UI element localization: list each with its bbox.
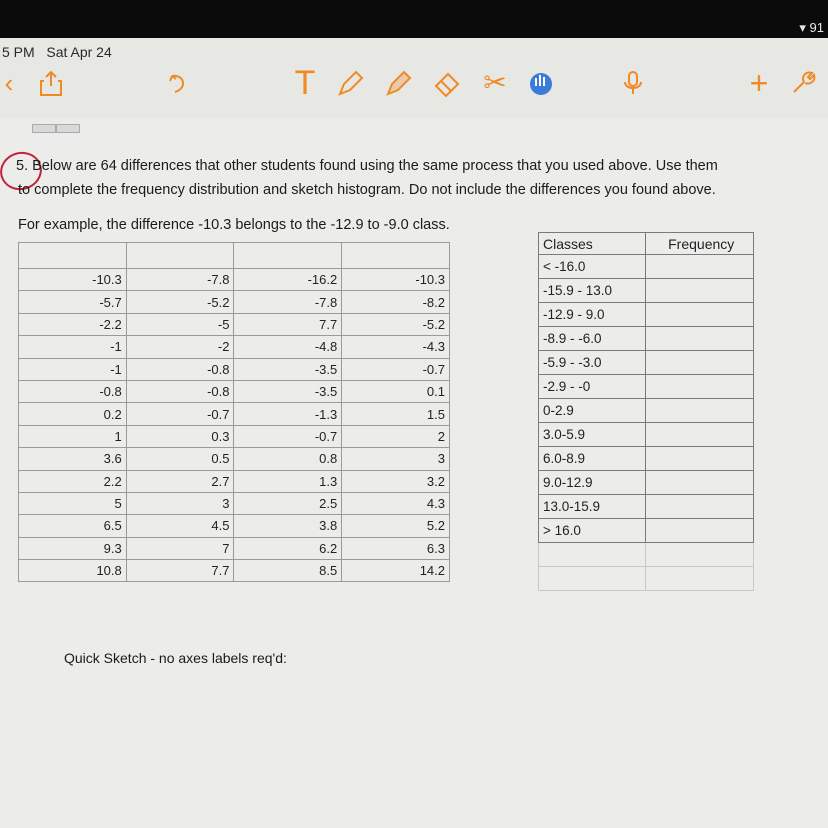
header-frequency: Frequency [646,233,754,255]
difference-cell: -7.8 [126,269,234,291]
header-cell [234,243,342,269]
table-row [19,448,450,470]
frequency-cell[interactable] [646,399,754,423]
difference-cell: 5 [19,492,127,514]
annotation-toolbar [0,58,828,104]
difference-cell: 7.7 [126,560,234,582]
table-row [19,313,450,335]
differences-header-row [19,243,450,269]
table-row [19,560,450,582]
empty-cell [646,567,754,591]
sketch-instruction: Quick Sketch - no axes labels req'd: [64,650,287,666]
empty-cell [539,567,646,591]
wrench-icon[interactable] [788,68,818,98]
difference-cell: 0.5 [126,448,234,470]
difference-cell: -0.7 [234,425,342,447]
difference-cell: -4.8 [234,336,342,358]
class-label: -15.9 - 13.0 [539,279,646,303]
class-label: 0-2.9 [539,399,646,423]
class-label: -8.9 - -6.0 [539,327,646,351]
difference-cell: -7.8 [234,291,342,313]
freq-header-row [539,233,754,255]
table-row [19,358,450,380]
freq-row [539,519,754,543]
difference-cell: -2.2 [19,313,127,335]
add-icon[interactable]: + [749,65,769,101]
share-icon[interactable] [36,68,66,98]
difference-cell: 0.1 [342,380,450,402]
difference-cell: -1 [19,358,127,380]
table-row [19,380,450,402]
frequency-distribution-table [538,232,754,591]
difference-cell: -8.2 [342,291,450,313]
difference-cell: 5.2 [342,515,450,537]
difference-cell: -5.2 [126,291,234,313]
difference-cell: -5 [126,313,234,335]
frequency-cell[interactable] [646,471,754,495]
difference-cell: 3 [126,492,234,514]
table-row [19,425,450,447]
difference-cell: 8.5 [234,560,342,582]
difference-cell: 7 [126,537,234,559]
difference-cell: 10.8 [19,560,127,582]
class-label: -12.9 - 9.0 [539,303,646,327]
difference-cell: 6.3 [342,537,450,559]
frequency-cell[interactable] [646,255,754,279]
difference-cell: 7.7 [234,313,342,335]
pen-icon[interactable] [336,68,366,98]
difference-cell: 3 [342,448,450,470]
difference-cell: -16.2 [234,269,342,291]
differences-table [18,242,450,582]
frequency-cell[interactable] [646,303,754,327]
back-icon[interactable]: ‹ [4,68,14,98]
difference-cell: -5.7 [19,291,127,313]
frequency-cell[interactable] [646,519,754,543]
frequency-cell[interactable] [646,279,754,303]
difference-cell: -0.8 [19,380,127,402]
difference-cell: -0.8 [126,380,234,402]
frequency-cell[interactable] [646,495,754,519]
difference-cell: 2.7 [126,470,234,492]
difference-cell: -10.3 [342,269,450,291]
header-tag-2 [56,124,80,133]
table-row [19,269,450,291]
difference-cell: -0.7 [126,403,234,425]
empty-cell [646,543,754,567]
difference-cell: 3.6 [19,448,127,470]
class-label: 9.0-12.9 [539,471,646,495]
freq-row-empty [539,567,754,591]
difference-cell: -2 [126,336,234,358]
freq-row-empty [539,543,754,567]
wifi-icon: ▾ [799,20,806,35]
table-row [19,492,450,514]
difference-cell: 14.2 [342,560,450,582]
question-line-2: to complete the frequency distribution and sketch histogram. Do not include the differences you found above. [18,182,716,198]
hand-icon[interactable] [526,68,556,98]
difference-cell: 6.2 [234,537,342,559]
difference-cell: -1 [19,336,127,358]
header-cell [126,243,234,269]
freq-row [539,495,754,519]
difference-cell: 3.2 [342,470,450,492]
freq-row [539,399,754,423]
eraser-icon[interactable] [432,68,462,98]
difference-cell: 1.5 [342,403,450,425]
difference-cell: 6.5 [19,515,127,537]
status-time: 5 PM Sat Apr 24 [2,44,112,60]
frequency-cell[interactable] [646,351,754,375]
table-row [19,537,450,559]
difference-cell: -3.5 [234,358,342,380]
difference-cell: -0.7 [342,358,450,380]
class-label: 3.0-5.9 [539,423,646,447]
difference-cell: 9.3 [19,537,127,559]
table-row [19,403,450,425]
header-tag-1 [32,124,56,133]
difference-cell: 2 [342,425,450,447]
empty-cell [539,543,646,567]
difference-cell: -1.3 [234,403,342,425]
scissors-icon[interactable]: ✂ [483,67,507,98]
class-label: 13.0-15.9 [539,495,646,519]
class-label: > 16.0 [539,519,646,543]
table-row [19,336,450,358]
difference-cell: -5.2 [342,313,450,335]
class-label: -2.9 - -0 [539,375,646,399]
freq-row [539,351,754,375]
difference-cell: 0.8 [234,448,342,470]
header-cell [342,243,450,269]
difference-cell: 1.3 [234,470,342,492]
freq-row [539,255,754,279]
frequency-cell[interactable] [646,447,754,471]
table-row [19,515,450,537]
freq-row [539,471,754,495]
difference-cell: -10.3 [19,269,127,291]
undo-icon[interactable] [162,68,192,98]
frequency-cell[interactable] [646,375,754,399]
wifi-battery: ▾ 91 [799,20,824,35]
difference-cell: 2.5 [234,492,342,514]
frequency-cell[interactable] [646,423,754,447]
difference-cell: 4.3 [342,492,450,514]
question-line-3: For example, the difference -10.3 belongs to the -12.9 to -9.0 class. [18,217,450,233]
difference-cell: -3.5 [234,380,342,402]
question-line-1: 5. Below are 64 differences that other students found using the same process that you used above. Use them [16,158,718,174]
difference-cell: 4.5 [126,515,234,537]
header-classes: Classes [539,233,646,255]
freq-row [539,327,754,351]
difference-cell: 0.2 [19,403,127,425]
class-label: -5.9 - -3.0 [539,351,646,375]
difference-cell: -4.3 [342,336,450,358]
freq-row [539,447,754,471]
difference-cell: -0.8 [126,358,234,380]
freq-row [539,303,754,327]
class-label: < -16.0 [539,255,646,279]
table-row [19,470,450,492]
freq-row [539,375,754,399]
difference-cell: 1 [19,425,127,447]
table-row [19,291,450,313]
difference-cell: 0.3 [126,425,234,447]
difference-cell: 2.2 [19,470,127,492]
difference-cell: 3.8 [234,515,342,537]
header-cell [19,243,127,269]
freq-row [539,423,754,447]
class-label: 6.0-8.9 [539,447,646,471]
device-top-bezel [0,0,828,38]
microphone-icon[interactable] [618,68,648,98]
text-icon[interactable]: T [294,64,316,102]
frequency-cell[interactable] [646,327,754,351]
highlighter-icon[interactable] [384,68,414,98]
freq-row [539,279,754,303]
